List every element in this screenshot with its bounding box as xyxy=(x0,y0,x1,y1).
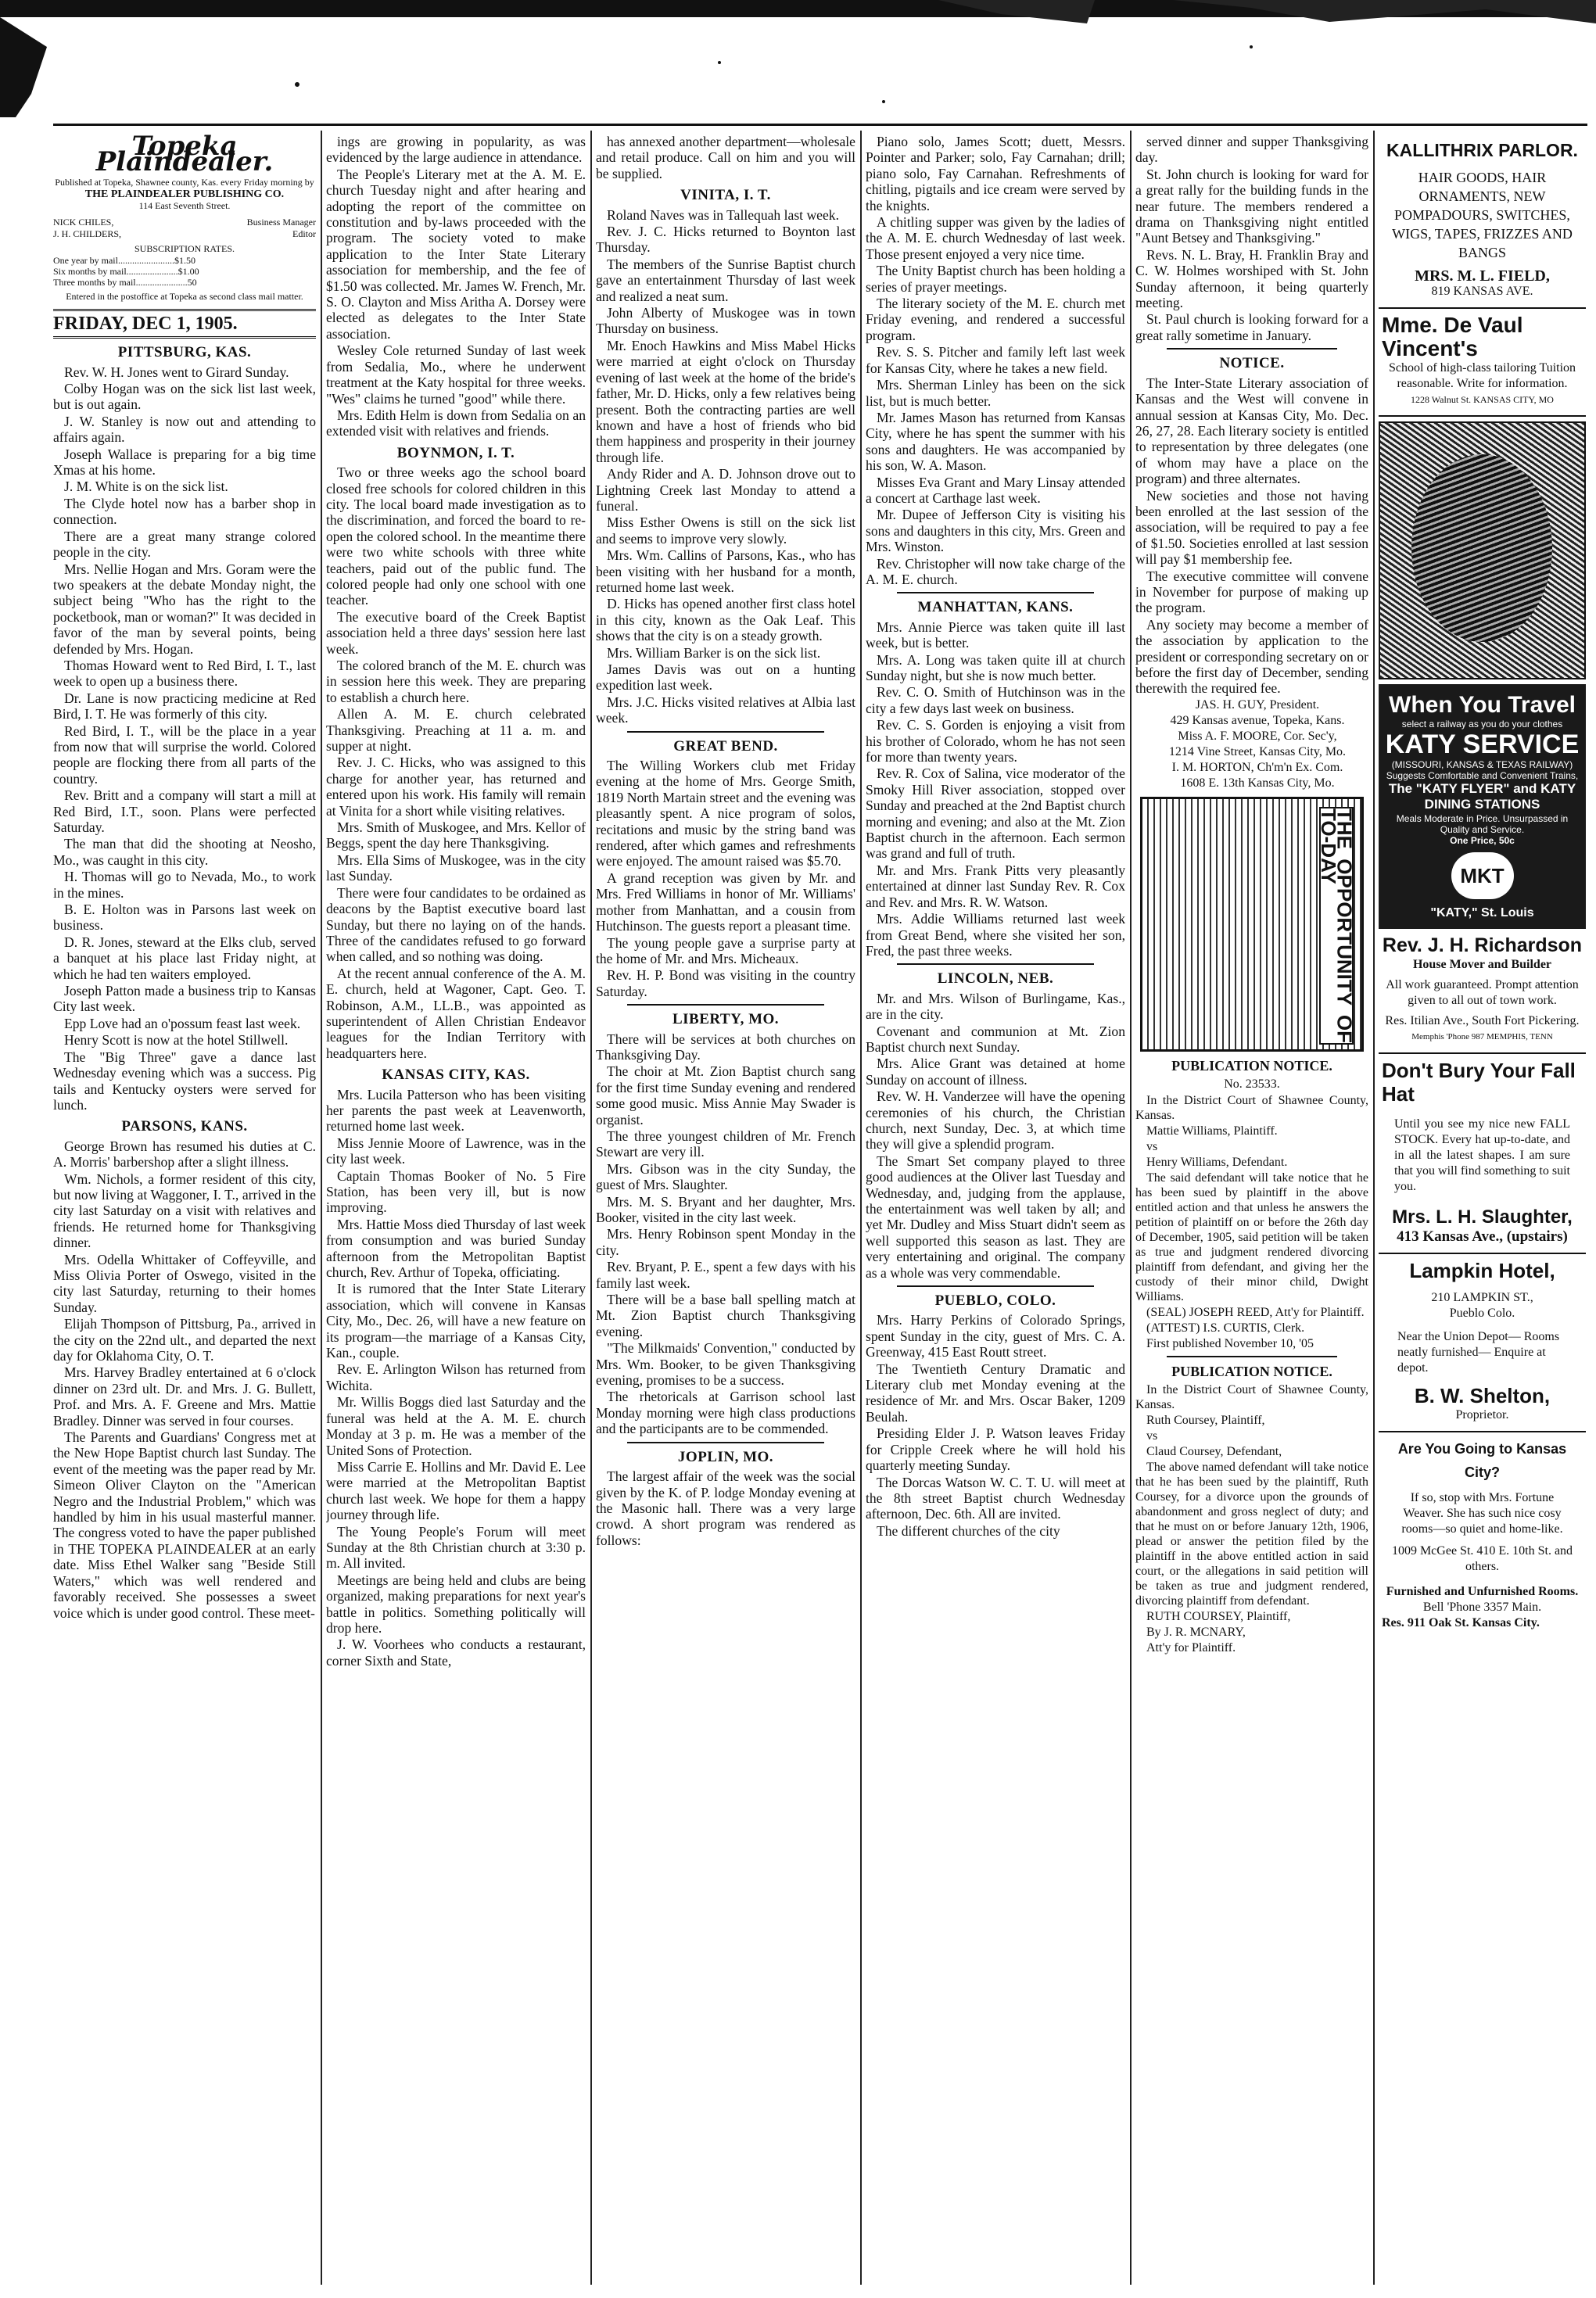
rate-line: Three months by mail......................50 xyxy=(53,276,197,288)
paragraph: Mrs. Lucila Patterson who has been visiting her parents the past week at Leavenworth, returned home last week. xyxy=(326,1086,586,1135)
section-heading: PARSONS, KANS. xyxy=(121,1118,248,1135)
ad-brand: KATY SERVICE xyxy=(1385,730,1580,759)
ad-body: If so, stop with Mrs. Fortune Weaver. She has such nice cosy rooms—so quiet and home-like. xyxy=(1401,1491,1563,1536)
rate-line: One year by mail........................$1.50 xyxy=(53,254,195,266)
column-1 xyxy=(53,134,316,2284)
ad-owner: Mrs. L. H. Slaughter, xyxy=(1392,1206,1573,1228)
section-heading: KANSAS CITY, KAS. xyxy=(382,1067,530,1084)
paragraph: Rev. C. S. Gorden is enjoying a visit from his brother of Colorado, whom he has not seen for more than twenty years. xyxy=(866,717,1125,765)
engraving-illustration xyxy=(1379,421,1586,679)
publisher-address: 114 East Seventh Street. xyxy=(138,199,231,211)
staff-name: NICK CHILES, xyxy=(53,216,114,228)
ad-address: Res. Itilian Ave., South Fort Pickering. xyxy=(1385,1014,1580,1028)
paragraph: Mrs. Wm. Callins of Parsons, Kas., who has been visiting with her husband for a month, returned home last week. xyxy=(596,547,855,595)
paragraph: The Parents and Guardians' Congress met at the New Hope Baptist church last Sunday. The event of the meeting was the paper read by Mr. Simeon Oliver Clayton on the "American Negro and the Industrial Problem," which was handled by him in his usual masterful manner. The congress voted to have the paper published in THE TOPEKA PLAINDEALER at an early date. Miss Ethel Walker sang "Beside Still Waters," which was well rendered and favorably received. She possesses a sweet voice which is under good control. These meet- xyxy=(53,1429,316,1621)
ad-address: Res. 911 Oak St. Kansas City. xyxy=(1382,1616,1540,1630)
ad-phone: Memphis 'Phone 987 MEMPHIS, TENN xyxy=(1411,1032,1553,1042)
section-heading: MANHATTAN, KANS. xyxy=(917,599,1074,616)
paragraph: vs xyxy=(1146,1139,1158,1153)
paragraph: The young people gave a surprise party at the home of Mr. and Mrs. Micheaux. xyxy=(596,934,855,966)
paragraph: Mattie Williams, Plaintiff. xyxy=(1146,1124,1278,1138)
ad-address: 1228 Walnut St. KANSAS CITY, MO xyxy=(1411,394,1554,405)
paragraph: Allen A. M. E. church celebrated Thanksgiving. Preaching at 11 a. m. and supper at night. xyxy=(326,706,586,755)
paragraph: Captain Thomas Booker of No. 5 Fire Station, has been very ill, but is now improving. xyxy=(326,1167,586,1216)
ad-title: KALLITHRIX PARLOR. xyxy=(1386,140,1578,160)
paragraph: Mrs. A. Long was taken quite ill at church Sunday night, but she is now much better. xyxy=(866,651,1125,683)
paragraph: Mrs. M. S. Bryant and her daughter, Mrs. Booker, visited in the city last week. xyxy=(596,1193,855,1225)
paragraph: Rev. Christopher will now take charge of the A. M. E. church. xyxy=(866,555,1125,587)
paragraph: The Inter-State Literary association of Kansas and the West will convene in annual session at Kansas City, Mo. Dec. 26, 27, 28. Each literary society is entitled to representation by three delegates (one of whom may have a place on the program) and three alternates. xyxy=(1135,375,1368,487)
section-body xyxy=(866,619,1125,959)
section-body xyxy=(326,134,586,439)
paragraph: Presiding Elder J. P. Watson leaves Friday for Cripple Creek where he will hold his quarterly meeting Sunday. xyxy=(866,1425,1125,1474)
paragraph: Mrs. Harry Perkins of Colorado Springs, spent Sunday in the city, guest of Mrs. C. A. Greenway, 415 East Routt street. xyxy=(866,1312,1125,1361)
paragraph: D. Hicks has opened another first class hotel in this city, known as the Oak Leaf. This shows that the city is on a steady growth. xyxy=(596,596,855,644)
paragraph: Rev. Bryant, P. E., spent a few days with his family last week. xyxy=(596,1259,855,1291)
paragraph: Mrs. Annie Pierce was taken quite ill last week, but is better. xyxy=(866,618,1125,651)
paragraph: The People's Literary met at the A. M. E. church Tuesday night and after hearing and adopting the report of the committee on constitution and by-laws proceeded with the program. The society voted to make application to the Inter State Literary association for membership, and the fee of $1.50 was collected. Mr. James W. French, Mr. S. O. Clayton and Miss Aritha A. Dorsey were elected as delegates to the Inter State association. xyxy=(326,166,586,342)
section-heading: LIBERTY, MO. xyxy=(672,1011,780,1028)
paragraph: Meetings are being held and clubs are being organized, making preparations for next year's battle in politics. Something politically will drop here. xyxy=(326,1572,586,1636)
opportunity-title: THE OPPORTUNITY OF TO-DAY xyxy=(1317,808,1357,1043)
section-body xyxy=(326,1087,586,1669)
ad-text: Suggests Comfortable and Convenient Trains, xyxy=(1386,770,1579,781)
paragraph: J. M. White is on the sick list. xyxy=(64,479,228,495)
section-heading: PUEBLO, COLO. xyxy=(934,1292,1056,1310)
paragraph: Miss A. F. MOORE, Cor. Sec'y, xyxy=(1178,729,1337,743)
paragraph: Rev. R. Cox of Salina, vice moderator of the Smoky Hill River association, stopped over Sunday and preached at the 2nd Baptist church morning and evening; and also at the Mt. Zion Baptist church in the afternoon. Each sermon was grand and full of truth. xyxy=(866,765,1125,862)
paragraph: The Willing Workers club met Friday evening at the home of Mrs. George Smith, 1819 North Martain street and the evening was pleasantly spent. A nice program of solos, recitations and music by the string band was rendered, after which games and refreshments were enjoyed. The amount raised was $5.70. xyxy=(596,758,855,869)
paragraph: The rhetoricals at Garrison school last Monday morning were high class productions and the participants are to be commended. xyxy=(596,1389,855,1437)
paragraph: Misses Eva Grant and Mary Linsay attended a concert at Carthage last week. xyxy=(866,474,1125,506)
paragraph: 429 Kansas avenue, Topeka, Kans. xyxy=(1170,713,1345,727)
paragraph: First published November 10, '05 xyxy=(1146,1336,1314,1350)
nameplate: Topeka Plaindealer. xyxy=(95,134,274,178)
section-heading: VINITA, I. T. xyxy=(680,187,771,204)
paragraph: In the District Court of Shawnee County, Kansas. xyxy=(1135,1383,1368,1412)
column-5 xyxy=(1135,134,1368,2284)
paragraph: There will be a base ball spelling match at Mt. Zion Baptist church Thanksgiving evening. xyxy=(596,1292,855,1339)
scan-edge-noise xyxy=(0,0,1596,117)
paragraph: At the recent annual conference of the A. M. E. church, held at Wagoner, Capt. Geo. T. Robinson, A.M., LL.B., was appointed as superintendent of Allen Christian Endeavor leagues for the Indian Territory with headquarters here. xyxy=(326,965,586,1061)
section-body xyxy=(326,464,586,1061)
paragraph: George Brown has resumed his duties at C. A. Morris' barbershop after a slight illness. xyxy=(53,1138,316,1171)
hat-ad xyxy=(1379,1054,1586,1254)
section-body xyxy=(866,991,1125,1281)
paragraph: Rev. J. C. Hicks returned to Boynton last Thursday. xyxy=(596,224,855,256)
paragraph: Rev. H. P. Bond was visiting in the country Saturday. xyxy=(596,967,855,999)
paragraph: Mr. and Mrs. Wilson of Burlingame, Kas., are in the city. xyxy=(866,990,1125,1023)
paragraph: The "Big Three" gave a dance last Wednesday evening which was a success. Pig tails and Kentucky oysters were served for lunch. xyxy=(53,1049,316,1113)
ad-text: (MISSOURI, KANSAS & TEXAS RAILWAY) xyxy=(1391,759,1573,770)
ad-body: Near the Union Depot— Rooms neatly furnished— Enquire at depot. xyxy=(1397,1330,1560,1375)
column-rule xyxy=(860,131,862,2285)
section-body xyxy=(866,1312,1125,1539)
paragraph: Mr. and Mrs. Frank Pitts very pleasantly entertained at dinner last Sunday Rev. R. Cox and Rev. and Mrs. R. W. Watson. xyxy=(866,862,1125,910)
ad-owner: B. W. Shelton, xyxy=(1414,1384,1551,1408)
column-rule xyxy=(590,131,592,2285)
column-4 xyxy=(866,134,1125,2284)
ad-title: Are You Going to Kansas City? xyxy=(1397,1441,1567,1481)
paragraph: RUTH COURSEY, Plaintiff, xyxy=(1146,1610,1291,1624)
paragraph: Rev. S. S. Pitcher and family left last week for Kansas City, where he takes a new field. xyxy=(866,344,1125,376)
katy-service-ad xyxy=(1379,684,1586,929)
section-heading: NOTICE. xyxy=(1219,355,1285,372)
paragraph: Mrs. Harvey Bradley entertained at 6 o'clock dinner on 23rd ult. Dr. and Mrs. J. G. Bullett, Prof. and Mrs. A. F. Greene and Mrs. Mattie Bradley. Dinner was served in four courses. xyxy=(53,1364,316,1429)
paragraph: (SEAL) JOSEPH REED, Att'y for Plaintiff. xyxy=(1146,1305,1365,1319)
column-rule xyxy=(1130,131,1132,2285)
section-body xyxy=(596,758,855,999)
staff-row xyxy=(53,228,316,240)
paragraph: Revs. N. L. Bray, H. Franklin Bray and C. W. Holmes worshiped with St. John Sunday afternoon, it being quarterly meeting. xyxy=(1135,246,1368,311)
section-heading: LINCOLN, NEB. xyxy=(937,970,1054,988)
paragraph: has annexed another department—wholesale and retail produce. Call on him and you will be supplied. xyxy=(596,134,855,181)
vincent-ad xyxy=(1379,309,1586,417)
ad-title: Lampkin Hotel, xyxy=(1409,1259,1555,1283)
paragraph: The largest affair of the week was the social given by the K. of P. lodge Monday evening at the Masonic hall. There was a very large crowd. A short program was rendered as follows: xyxy=(596,1468,855,1548)
paragraph: St. Paul church is looking forward for a great rally sometime in January. xyxy=(1135,311,1368,343)
publication-notice-heading: PUBLICATION NOTICE. xyxy=(1171,1057,1332,1074)
ad-body: Until you see my nice new FALL STOCK. Every hat up-to-date, and in all the latest shapes. I am sure that you will find something to suit you. xyxy=(1394,1117,1570,1194)
paragraph: Mr. James Mason has returned from Kansas City, where he has spent the summer with his sons and daughters. He was accompanied by his son, W. A. Mason. xyxy=(866,409,1125,474)
paragraph: Rev. J. C. Hicks, who was assigned to this charge for another year, has returned and entered upon his work. His family will remain at Vinita for a short while visiting relatives. xyxy=(326,755,586,819)
paragraph: James Davis was out on a hunting expedition last week. xyxy=(596,661,855,694)
paragraph: The Unity Baptist church has been holding a series of prayer meetings. xyxy=(866,263,1125,295)
paragraph: Elijah Thompson of Pittsburg, Pa., arrived in the city on the 22nd ult., and departed the next day for Oklahoma City, O. T. xyxy=(53,1316,316,1364)
paragraph: Mrs. Smith of Muskogee, and Mrs. Kellor of Beggs, spent the day here Thanksgiving. xyxy=(326,819,586,851)
paragraph: St. John church is looking for ward for a great rally for the building funds in the near future. The members rendered a drama on Thanksgiving night entitled "Aunt Betsey and Thanksgiving." xyxy=(1135,166,1368,246)
paragraph: Mrs. Addie Williams returned last week from Great Bend, where she visited her son, Fred, the past three weeks. xyxy=(866,911,1125,959)
section-body xyxy=(1135,134,1368,343)
publication-notice-heading: PUBLICATION NOTICE. xyxy=(1171,1363,1332,1379)
section-heading: PITTSBURG, KAS. xyxy=(117,344,252,361)
paragraph: Mrs. Gibson was in the city Sunday, the guest of Mrs. Slaughter. xyxy=(596,1160,855,1193)
publication-notice-body xyxy=(1135,1093,1368,1351)
paragraph: A grand reception was given by Mr. and Mrs. Fred Williams in honor of Mr. Williams' mother from Manhattan, and a cousin from Hutchinson. The guests report a pleasant time. xyxy=(596,869,855,934)
paragraph: Mrs. Alice Grant was detained at home Sunday on account of illness. xyxy=(866,1056,1125,1088)
paragraph: Mr. Dupee of Jefferson City is visiting his sons and daughters in this city, Mrs. Green and Mrs. Winston. xyxy=(866,507,1125,555)
staff-row xyxy=(53,217,316,228)
paragraph: Miss Carrie E. Hollins and Mr. David E. Lee were married at the Metropolitan Baptist church last week. We hope for them a happy journey through life. xyxy=(326,1458,586,1523)
paragraph: J. W. Stanley is now out and attending to affairs again. xyxy=(53,413,316,446)
paragraph: The Dorcas Watson W. C. T. U. will meet at the 8th street Baptist church Wednesday afternoon, Dec. 6th. All are invited. xyxy=(866,1474,1125,1522)
paragraph: The Clyde hotel now has a barber shop in connection. xyxy=(53,495,316,528)
paragraph: The choir at Mt. Zion Baptist church sang for the first time Sunday evening and rendered some good music. Miss Annie May Swader is organist. xyxy=(596,1063,855,1127)
paragraph: Rev. C. O. Smith of Hutchinson was in the city a few days last week on business. xyxy=(866,684,1125,716)
paragraph: Piano solo, James Scott; duett, Messrs. Pointer and Parker; solo, Fay Carnahan; drill; piano solo, Fay Carnahan. Refreshments of chitling, pigtails and ice cream were served by the knights. xyxy=(866,134,1125,213)
paragraph: Thomas Howard went to Red Bird, I. T., last week to open up a business there. xyxy=(53,657,316,690)
paragraph: Miss Jennie Moore of Lawrence, was in the city last week. xyxy=(326,1135,586,1167)
paragraph: The executive board of the Creek Baptist association held a three days' session here last week. xyxy=(326,608,586,657)
ad-body: All work guaranteed. Prompt attention given to all out of town work. xyxy=(1386,978,1579,1008)
paragraph: John Alberty of Muskogee was in town Thursday on business. xyxy=(596,305,855,337)
paragraph: The literary society of the M. E. church met Friday evening, and rendered a successful program. xyxy=(866,296,1125,343)
kansas-city-rooms-ad xyxy=(1379,1432,1586,1639)
paragraph: Ruth Coursey, Plaintiff, xyxy=(1146,1414,1265,1428)
column-3 xyxy=(596,134,855,2284)
paragraph: There were four candidates to be ordained as deacons by the Baptist executive board last Sunday, but there no laying on of the hands. Three of the candidates refused to go forward when called, and so nothing was doing. xyxy=(326,884,586,965)
mkt-logo: MKT xyxy=(1451,852,1514,899)
rates-title: SUBSCRIPTION RATES. xyxy=(134,242,235,254)
paragraph: The colored branch of the M. E. church was in session here this week. They are preparing to establish a church here. xyxy=(326,658,586,705)
paragraph: Wm. Nichols, a former resident of this city, but now living at Waggoner, I. T., arrived in the city last Saturday on a visit with relatives and friends. He returned home for Thanksgiving dinner. xyxy=(53,1171,316,1251)
ad-owner: MRS. M. L. FIELD, xyxy=(1415,267,1550,285)
paragraph: Two or three weeks ago the school board closed free schools for colored children in this city. The local board made investigation as to the discrimination, and forced the board to re-open the colored school. In the meantime there were two white schools with three white teachers, paid out of the public fund. The colored people had only one school with one teacher. xyxy=(326,464,586,608)
paragraph: ings are growing in popularity, as was evidenced by the large audience in attendance. xyxy=(326,134,586,166)
paragraph: Mrs. William Barker is on the sick list. xyxy=(607,644,821,661)
paragraph: Claud Coursey, Defendant, xyxy=(1146,1445,1282,1459)
paragraph: Wesley Cole returned Sunday of last week from Sedalia, Mo., where he underwent treatment at the Katy hospital for three weeks. "Wes" claims he turned "good" while there. xyxy=(326,342,586,407)
paragraph: Mrs. Ella Sims of Muskogee, was in the city last Sunday. xyxy=(326,851,586,884)
ad-text: The "KATY FLYER" and KATY DINING STATIONS xyxy=(1388,781,1576,812)
section-body xyxy=(53,1138,316,1621)
column-rule xyxy=(1373,131,1375,2285)
section-body xyxy=(596,134,855,181)
kallithrix-ad xyxy=(1379,134,1586,309)
section-body xyxy=(596,1031,855,1437)
paragraph: H. Thomas will go to Nevada, Mo., to work in the mines. xyxy=(53,869,316,901)
ad-title: Mme. De Vaul Vincent's xyxy=(1382,313,1523,360)
section-body xyxy=(1135,375,1368,697)
ad-subtitle: Furnished and Unfurnished Rooms. xyxy=(1386,1585,1579,1599)
published-line: Published at Topeka, Shawnee county, Kas. every Friday morning by xyxy=(55,176,314,188)
ad-subtitle: House Mover and Builder xyxy=(1412,958,1552,972)
rate-line: Six months by mail......................$1.00 xyxy=(53,265,199,277)
publication-number: No. 23533. xyxy=(1224,1077,1280,1092)
paragraph: The said defendant will take notice that he has been sued by plaintiff in the above entitled action and that unless he answers the petition of plaintiff on or before the 26th day of December, 1905, said petition will be taken as true and judgment rendered divorcing plaintiff from defendant, and giving her the custody of their minor child, Dwight Williams. xyxy=(1135,1171,1368,1303)
paragraph: Mrs. Nellie Hogan and Mrs. Goram were the two speakers at the debate Monday night, the subject being "Who has the right to the pocketbook, man or woman?" It was decided in favor of the man by several points, being defended by Mrs. Hogan. xyxy=(53,561,316,657)
ad-address: 1009 McGee St. 410 E. 10th St. and others. xyxy=(1391,1544,1573,1574)
paragraph: Colby Hogan was on the sick list last week, but is out again. xyxy=(53,381,316,413)
issue-date: FRIDAY, DEC 1, 1905. xyxy=(53,309,316,339)
ad-body: School of high-class tailoring Tuition reasonable. Write for information. xyxy=(1388,361,1576,390)
paragraph: Covenant and communion at Mt. Zion Baptist church next Sunday. xyxy=(866,1023,1125,1055)
paragraph: Any society may become a member of the association by application to the president or corresponding secretary on or before the first day of December, sending therewith the required fee. xyxy=(1135,616,1368,697)
paragraph: Mrs. Henry Robinson spent Monday in the city. xyxy=(596,1226,855,1258)
notice-signatures xyxy=(1135,697,1368,790)
paragraph: Red Bird, I. T., will be the place in a year from now that will surprise the world. Colored people are flocking there from all parts of the country. xyxy=(53,722,316,787)
ad-address: 819 KANSAS AVE. xyxy=(1431,285,1533,298)
paragraph: Mrs. J.C. Hicks visited relatives at Albia last week. xyxy=(596,694,855,726)
paragraph: JAS. H. GUY, President. xyxy=(1195,697,1320,712)
paragraph: Mrs. Hattie Moss died Thursday of last week from consumption and was buried Sunday afternoon from the Metropolitan Baptist church, Rev. Arthur of Topeka, officiating. xyxy=(326,1216,586,1281)
ad-title: Rev. J. H. Richardson xyxy=(1382,934,1583,957)
paragraph: vs xyxy=(1146,1429,1158,1443)
paragraph: 1608 E. 13th Kansas City, Mo. xyxy=(1180,776,1335,790)
paragraph: The three youngest children of Mr. French Stewart are very ill. xyxy=(596,1127,855,1160)
column-rule xyxy=(321,131,322,2285)
ad-phone: Bell 'Phone 3357 Main. xyxy=(1422,1601,1542,1615)
paragraph: The different churches of the city xyxy=(877,1522,1060,1539)
paragraph: There will be services at both churches on Thanksgiving Day. xyxy=(596,1031,855,1063)
staff-role: Business Manager xyxy=(246,216,316,228)
paragraph: Roland Naves was in Tallequah last week. xyxy=(607,206,839,223)
paragraph: Joseph Wallace is preparing for a big time Xmas at his home. xyxy=(53,446,316,479)
paragraph: served dinner and supper Thanksgiving day. xyxy=(1135,134,1368,166)
paragraph: D. R. Jones, steward at the Elks club, served a banquet at his place last Friday night, at which he had ten waiters employed. xyxy=(53,934,316,982)
paragraph: Mr. Enoch Hawkins and Miss Mabel Hicks were married at eight o'clock on Thursday evening of last week at the home of the bride's father, Mr. D. Hicks, only a few relatives being present. Both the contracting parties are well known and have a host of friends who bid them happiness and prosperity in their journey through life. xyxy=(596,337,855,465)
staff-name: J. H. CHILDERS, xyxy=(53,228,122,239)
paragraph: J. W. Voorhees who conducts a restaurant, corner Sixth and State, xyxy=(326,1637,586,1669)
paragraph: By J. R. MCNARY, xyxy=(1146,1626,1246,1640)
paragraph: The executive committee will convene in November for purpose of making up the program. xyxy=(1135,568,1368,616)
paragraph: "The Milkmaids' Convention," conducted by Mrs. Wm. Booker, to be given Thanksgiving evening, promises to be a success. xyxy=(596,1340,855,1389)
paragraph: Mrs. Odella Whittaker of Coffeyville, and Miss Olivia Porter of Oswego, visited in the city last Saturday, returning to their homes Sunday. xyxy=(53,1251,316,1315)
column-2 xyxy=(326,134,586,2284)
paragraph: The man that did the shooting at Neosho, Mo., was caught in this city. xyxy=(53,836,316,868)
lampkin-hotel-ad xyxy=(1379,1254,1586,1432)
section-heading: GREAT BEND. xyxy=(673,737,778,755)
ad-text: One Price, 50c xyxy=(1450,834,1515,846)
publication-notice-body xyxy=(1135,1382,1368,1655)
paragraph: 1214 Vine Street, Kansas City, Mo. xyxy=(1168,744,1347,758)
newspaper-page xyxy=(53,124,1587,2292)
paragraph: The Twentieth Century Dramatic and Literary club met Monday evening at the residence of Mr. and Mrs. Oscar Baker, 1209 Beulah. xyxy=(866,1361,1125,1425)
entered-notice: Entered in the postoffice at Topeka as second class mail matter. xyxy=(66,290,303,302)
opportunity-advert xyxy=(1140,797,1364,1052)
section-body xyxy=(866,134,1125,587)
paragraph: I. M. HORTON, Ch'm'n Ex. Com. xyxy=(1171,760,1343,774)
paragraph: Mrs. Edith Helm is down from Sedalia on an extended visit with relatives and friends. xyxy=(326,407,586,439)
ad-address: 210 LAMPKIN ST., Pueblo Colo. xyxy=(1431,1291,1533,1321)
paragraph: Joseph Patton made a business trip to Kansas City last week. xyxy=(53,983,316,1015)
ad-title: Don't Bury Your Fall Hat xyxy=(1382,1059,1576,1106)
paragraph: Henry Scott is now at the hotel Stillwell. xyxy=(64,1032,289,1049)
paragraph: Rev. Britt and a company will start a mill at Red Bird, I.T., soon. Plans were perfected Saturday. xyxy=(53,787,316,835)
section-heading: BOYNMON, I. T. xyxy=(396,444,515,461)
column-6-ads xyxy=(1379,134,1586,2284)
ad-text: Meals Moderate in Price. Unsurpassed in Quality and Service. xyxy=(1396,812,1569,835)
paragraph: New societies and those not having been enrolled at the last session of the association, will be required to pay a fee of $1.50. Societies enrolled at last session will pay $1 membership fee. xyxy=(1135,487,1368,568)
paragraph: The above named defendant will take notice that he has been sued by the plaintiff, Ruth Coursey, for a divorce upon the grounds of abandonment and gross neglect of duty; and that he must on or before January 12th, 1906, plead or answer the petition filed by the plaintiff in the above entitled action in said court, or the allegations in said petition will be taken as true and judgment rendered, divorcing plaintiff from defendant. xyxy=(1135,1461,1368,1608)
ad-title: When You Travel xyxy=(1389,692,1576,718)
section-body xyxy=(53,364,316,1113)
richardson-ad xyxy=(1379,929,1586,1054)
paragraph: Rev. E. Arlington Wilson has returned from Wichita. xyxy=(326,1361,586,1393)
ad-text: select a railway as you do your clothes xyxy=(1401,719,1563,730)
ad-role: Proprietor. xyxy=(1455,1408,1509,1422)
paragraph: Rev. W. H. Vanderzee will have the opening ceremonies of his church, the Christian church, next Sunday, Dec. 3, at which time they will give a splendid program. xyxy=(866,1088,1125,1153)
paragraph: Att'y for Plaintiff. xyxy=(1146,1641,1236,1655)
paragraph: Andy Rider and A. D. Johnson drove out to Lightning Creek last Monday to attend a funeral. xyxy=(596,466,855,514)
ad-text: "KATY," St. Louis xyxy=(1430,905,1534,920)
paragraph: The Smart Set company played to three good audiences at the Oliver last Tuesday and Wednesday, and, judging from the applause, the entertainment was well taken by all; and yet Mr. Dudley and Miss Stuart didn't seem as well supported this season as last. They are very entertaining and original. The company as a whole was very commendable. xyxy=(866,1153,1125,1281)
paragraph: B. E. Holton was in Parsons last week on business. xyxy=(53,902,316,934)
paragraph: Miss Esther Owens is still on the sick list and seems to improve very slowly. xyxy=(596,514,855,547)
paragraph: Rev. W. H. Jones went to Girard Sunday. xyxy=(64,364,289,380)
paragraph: There are a great many strange colored people in the city. xyxy=(53,528,316,561)
paragraph: Epp Love had an o'possum feast last week. xyxy=(64,1015,301,1031)
paragraph: Mr. Willis Boggs died last Saturday and the funeral was held at the A. M. E. church Monday at 3 p. m. He was a member of the United Sons of Protection. xyxy=(326,1394,586,1458)
ad-body: HAIR GOODS, HAIR ORNAMENTS, NEW POMPADOURS, SWITCHES, WIGS, TAPES, FRIZZES AND BANGS xyxy=(1392,170,1573,260)
paragraph: (ATTEST) I.S. CURTIS, Clerk. xyxy=(1146,1321,1305,1335)
paragraph: The Young People's Forum will meet Sunday at the 8th Christian church at 3:30 p. m. All invited. xyxy=(326,1523,586,1572)
ad-address: 413 Kansas Ave., (upstairs) xyxy=(1397,1228,1568,1246)
paragraph: Henry Williams, Defendant. xyxy=(1146,1155,1288,1169)
section-body xyxy=(596,1468,855,1548)
section-heading: JOPLIN, MO. xyxy=(677,1448,774,1465)
staff-role: Editor xyxy=(292,228,316,239)
section-body xyxy=(596,207,855,726)
paragraph: Dr. Lane is now practicing medicine at Red Bird, I. T. He was formerly of this city. xyxy=(53,690,316,722)
publisher: THE PLAINDEALER PUBLISHING CO. xyxy=(84,188,285,200)
paragraph: Mrs. Sherman Linley has been on the sick list, but is much better. xyxy=(866,377,1125,409)
paragraph: The members of the Sunrise Baptist church gave an entertainment Thursday of last week and realized a neat sum. xyxy=(596,256,855,304)
paragraph: A chitling supper was given by the ladies of the A. M. E. church Wednesday of last week. Those present enjoyed a very nice time. xyxy=(866,214,1125,262)
paragraph: It is rumored that the Inter State Literary association, which will convene in Kansas City, Mo., Dec. 26, will have a new feature on its program—the marriage of a Kansas City, Kan., couple. xyxy=(326,1281,586,1361)
paragraph: In the District Court of Shawnee County, Kansas. xyxy=(1135,1093,1368,1122)
